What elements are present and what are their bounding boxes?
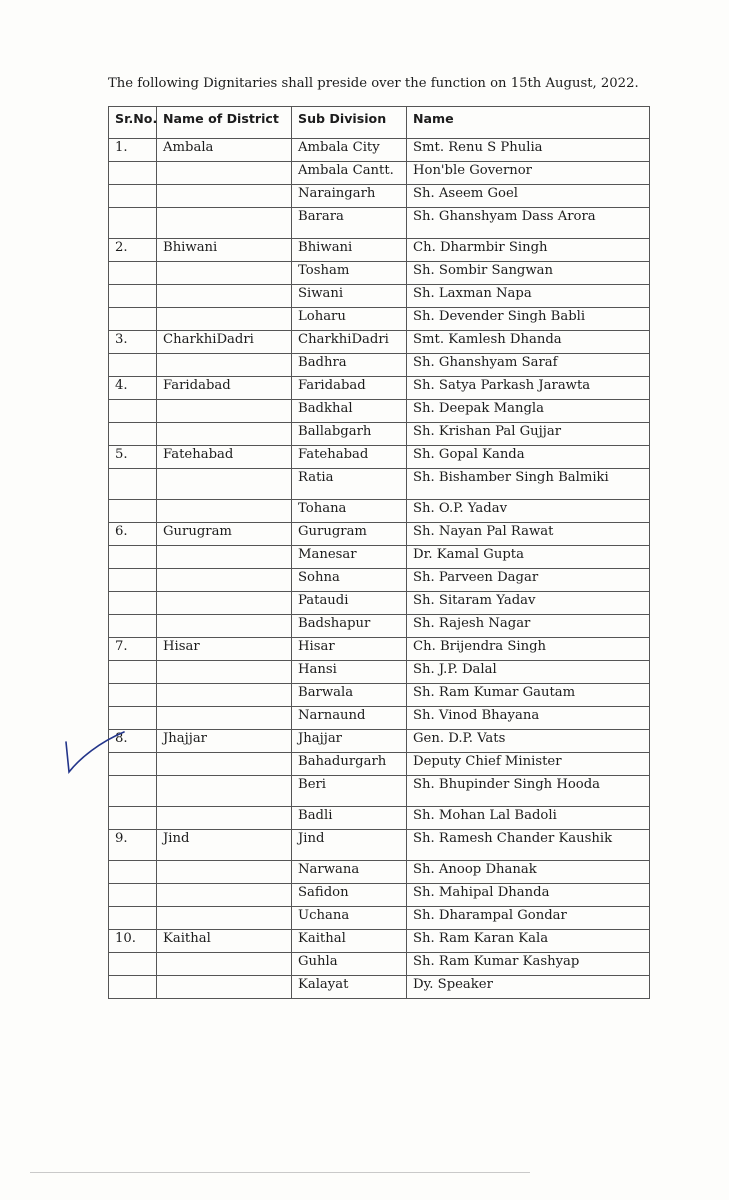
- cell-name: Smt. Kamlesh Dhanda: [407, 331, 650, 354]
- cell-name: Sh. Ramesh Chander Kaushik: [407, 830, 650, 861]
- cell-name: Sh. Krishan Pal Gujjar: [407, 423, 650, 446]
- cell-district: [157, 400, 292, 423]
- cell-sr-no: [109, 262, 157, 285]
- cell-sr-no: [109, 185, 157, 208]
- table-row: [109, 684, 650, 707]
- cell-district: [157, 684, 292, 707]
- cell-sr-no: [109, 953, 157, 976]
- cell-district: [157, 661, 292, 684]
- cell-sub-division: Kalayat: [292, 976, 407, 999]
- cell-district: [157, 884, 292, 907]
- cell-sr-no: [109, 684, 157, 707]
- cell-name: Sh. Sitaram Yadav: [407, 592, 650, 615]
- cell-sr-no: [109, 807, 157, 830]
- cell-sub-division: Naraingarh: [292, 185, 407, 208]
- cell-sr-no: [109, 162, 157, 185]
- cell-sr-no: [109, 423, 157, 446]
- cell-sub-division: Siwani: [292, 285, 407, 308]
- cell-sub-division: Bhiwani: [292, 239, 407, 262]
- cell-sr-no: 10.: [109, 930, 157, 953]
- cell-district: [157, 753, 292, 776]
- cell-district: [157, 162, 292, 185]
- cell-name: Ch. Brijendra Singh: [407, 638, 650, 661]
- table-row: [109, 569, 650, 592]
- cell-sub-division: Kaithal: [292, 930, 407, 953]
- table-row: [109, 400, 650, 423]
- cell-sub-division: Jhajjar: [292, 730, 407, 753]
- table-row: [109, 377, 650, 400]
- cell-district: [157, 208, 292, 239]
- cell-name: Sh. Bhupinder Singh Hooda: [407, 776, 650, 807]
- table-row: [109, 523, 650, 546]
- table-row: [109, 661, 650, 684]
- cell-name: Sh. Ram Kumar Kashyap: [407, 953, 650, 976]
- cell-district: Fatehabad: [157, 446, 292, 469]
- table-row: [109, 354, 650, 377]
- cell-sr-no: [109, 469, 157, 500]
- cell-name: Sh. Deepak Mangla: [407, 400, 650, 423]
- cell-district: [157, 569, 292, 592]
- table-row: [109, 776, 650, 807]
- cell-district: [157, 469, 292, 500]
- cell-district: [157, 423, 292, 446]
- cell-sub-division: Faridabad: [292, 377, 407, 400]
- cell-sr-no: [109, 976, 157, 999]
- table-row: [109, 469, 650, 500]
- cell-district: [157, 185, 292, 208]
- cell-sub-division: Ballabgarh: [292, 423, 407, 446]
- cell-sub-division: Guhla: [292, 953, 407, 976]
- cell-district: [157, 500, 292, 523]
- header-name: Name: [407, 107, 650, 139]
- cell-name: Sh. Nayan Pal Rawat: [407, 523, 650, 546]
- cell-district: [157, 354, 292, 377]
- dignitaries-table: [108, 106, 650, 999]
- cell-sr-no: [109, 400, 157, 423]
- table-row: [109, 976, 650, 999]
- cell-name: Sh. Anoop Dhanak: [407, 861, 650, 884]
- header-sr-no: Sr.No.: [109, 107, 157, 139]
- cell-name: Sh. Ghanshyam Saraf: [407, 354, 650, 377]
- cell-district: Bhiwani: [157, 239, 292, 262]
- cell-sr-no: 1.: [109, 139, 157, 162]
- table-row: [109, 331, 650, 354]
- cell-sr-no: [109, 546, 157, 569]
- cell-name: Sh. J.P. Dalal: [407, 661, 650, 684]
- table-row: [109, 953, 650, 976]
- table-row: [109, 930, 650, 953]
- cell-sub-division: Uchana: [292, 907, 407, 930]
- table-row: [109, 730, 650, 753]
- cell-sub-division: Barara: [292, 208, 407, 239]
- cell-name: Sh. Ram Kumar Gautam: [407, 684, 650, 707]
- cell-sub-division: Badli: [292, 807, 407, 830]
- cell-sr-no: [109, 707, 157, 730]
- table-row: [109, 546, 650, 569]
- cell-district: Kaithal: [157, 930, 292, 953]
- table-row: [109, 500, 650, 523]
- cell-name: Sh. Devender Singh Babli: [407, 308, 650, 331]
- cell-district: [157, 976, 292, 999]
- cell-sr-no: [109, 907, 157, 930]
- cell-name: Sh. Parveen Dagar: [407, 569, 650, 592]
- cell-name: Smt. Renu S Phulia: [407, 139, 650, 162]
- cell-sr-no: 6.: [109, 523, 157, 546]
- cell-district: [157, 707, 292, 730]
- cell-sub-division: Badhra: [292, 354, 407, 377]
- cell-sub-division: Tosham: [292, 262, 407, 285]
- cell-name: Sh. Mohan Lal Badoli: [407, 807, 650, 830]
- cell-district: CharkhiDadri: [157, 331, 292, 354]
- cell-sub-division: Ratia: [292, 469, 407, 500]
- cell-name: Sh. Dharampal Gondar: [407, 907, 650, 930]
- cell-sub-division: CharkhiDadri: [292, 331, 407, 354]
- cell-name: Deputy Chief Minister: [407, 753, 650, 776]
- cell-sub-division: Hansi: [292, 661, 407, 684]
- table-row: [109, 884, 650, 907]
- table-header-row: [109, 107, 650, 139]
- cell-district: Jhajjar: [157, 730, 292, 753]
- cell-district: [157, 546, 292, 569]
- cell-sr-no: 9.: [109, 830, 157, 861]
- cell-name: Sh. Bishamber Singh Balmiki: [407, 469, 650, 500]
- table-row: [109, 139, 650, 162]
- table-row: [109, 707, 650, 730]
- table-row: [109, 308, 650, 331]
- cell-name: Ch. Dharmbir Singh: [407, 239, 650, 262]
- table-row: [109, 615, 650, 638]
- table-body: [109, 139, 650, 999]
- cell-sub-division: Loharu: [292, 308, 407, 331]
- cell-sr-no: [109, 569, 157, 592]
- cell-sub-division: Badkhal: [292, 400, 407, 423]
- cell-sr-no: [109, 615, 157, 638]
- page-bottom-line: [30, 1172, 530, 1173]
- handwritten-tick-mark: [60, 728, 130, 784]
- table-row: [109, 753, 650, 776]
- cell-sr-no: 5.: [109, 446, 157, 469]
- table-row: [109, 162, 650, 185]
- table-row: [109, 861, 650, 884]
- cell-sr-no: 8.: [109, 730, 157, 753]
- header-sub-division: Sub Division: [292, 107, 407, 139]
- cell-district: [157, 615, 292, 638]
- cell-sub-division: Pataudi: [292, 592, 407, 615]
- cell-name: Dy. Speaker: [407, 976, 650, 999]
- cell-sub-division: Narwana: [292, 861, 407, 884]
- cell-district: [157, 907, 292, 930]
- cell-sr-no: [109, 208, 157, 239]
- cell-district: [157, 861, 292, 884]
- cell-district: [157, 776, 292, 807]
- cell-sub-division: Narnaund: [292, 707, 407, 730]
- cell-name: Sh. O.P. Yadav: [407, 500, 650, 523]
- cell-sr-no: [109, 592, 157, 615]
- cell-name: Sh. Mahipal Dhanda: [407, 884, 650, 907]
- cell-sr-no: [109, 884, 157, 907]
- cell-sr-no: [109, 861, 157, 884]
- table-row: [109, 807, 650, 830]
- cell-district: Gurugram: [157, 523, 292, 546]
- cell-sub-division: Beri: [292, 776, 407, 807]
- cell-sr-no: [109, 661, 157, 684]
- table-row: [109, 239, 650, 262]
- table-row: [109, 208, 650, 239]
- cell-sub-division: Safidon: [292, 884, 407, 907]
- cell-sub-division: Hisar: [292, 638, 407, 661]
- cell-sub-division: Sohna: [292, 569, 407, 592]
- cell-district: [157, 953, 292, 976]
- cell-sub-division: Tohana: [292, 500, 407, 523]
- table-row: [109, 446, 650, 469]
- cell-district: Jind: [157, 830, 292, 861]
- cell-district: [157, 807, 292, 830]
- table-row: [109, 285, 650, 308]
- cell-sub-division: Fatehabad: [292, 446, 407, 469]
- table-row: [109, 830, 650, 861]
- cell-sub-division: Jind: [292, 830, 407, 861]
- cell-name: Gen. D.P. Vats: [407, 730, 650, 753]
- cell-district: Faridabad: [157, 377, 292, 400]
- cell-sr-no: [109, 354, 157, 377]
- cell-district: [157, 592, 292, 615]
- cell-name: Hon'ble Governor: [407, 162, 650, 185]
- cell-sr-no: 4.: [109, 377, 157, 400]
- intro-text: The following Dignitaries shall preside over the function on 15th August, 2022.: [108, 76, 639, 91]
- table-row: [109, 262, 650, 285]
- cell-name: Sh. Vinod Bhayana: [407, 707, 650, 730]
- cell-district: [157, 308, 292, 331]
- cell-district: [157, 262, 292, 285]
- cell-district: Ambala: [157, 139, 292, 162]
- cell-sub-division: Gurugram: [292, 523, 407, 546]
- cell-district: Hisar: [157, 638, 292, 661]
- cell-sub-division: Ambala City: [292, 139, 407, 162]
- table-row: [109, 638, 650, 661]
- cell-name: Sh. Ghanshyam Dass Arora: [407, 208, 650, 239]
- cell-sr-no: [109, 500, 157, 523]
- cell-district: [157, 285, 292, 308]
- cell-name: Sh. Gopal Kanda: [407, 446, 650, 469]
- cell-name: Sh. Rajesh Nagar: [407, 615, 650, 638]
- cell-sr-no: 7.: [109, 638, 157, 661]
- table-row: [109, 185, 650, 208]
- cell-name: Sh. Laxman Napa: [407, 285, 650, 308]
- cell-name: Sh. Aseem Goel: [407, 185, 650, 208]
- table-row: [109, 907, 650, 930]
- cell-sr-no: [109, 285, 157, 308]
- header-district: Name of District: [157, 107, 292, 139]
- cell-sr-no: 3.: [109, 331, 157, 354]
- table-row: [109, 592, 650, 615]
- cell-sr-no: [109, 308, 157, 331]
- cell-sub-division: Badshapur: [292, 615, 407, 638]
- cell-sub-division: Barwala: [292, 684, 407, 707]
- cell-sr-no: 2.: [109, 239, 157, 262]
- cell-name: Sh. Satya Parkash Jarawta: [407, 377, 650, 400]
- cell-sub-division: Ambala Cantt.: [292, 162, 407, 185]
- cell-name: Dr. Kamal Gupta: [407, 546, 650, 569]
- table-row: [109, 423, 650, 446]
- cell-sub-division: Manesar: [292, 546, 407, 569]
- cell-sub-division: Bahadurgarh: [292, 753, 407, 776]
- cell-name: Sh. Ram Karan Kala: [407, 930, 650, 953]
- cell-name: Sh. Sombir Sangwan: [407, 262, 650, 285]
